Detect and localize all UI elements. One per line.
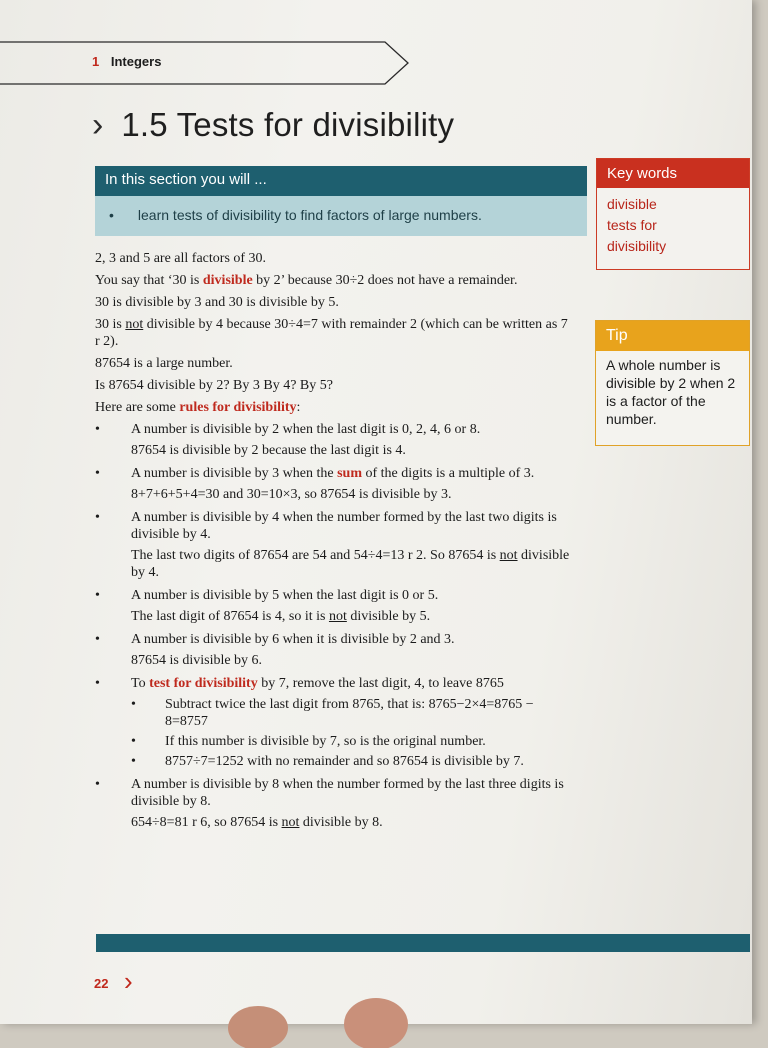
main-text bbox=[95, 250, 575, 837]
banner-heading: In this section you will ... bbox=[95, 166, 587, 196]
keyword-highlight: divisible bbox=[202, 273, 253, 288]
finger-shadow bbox=[228, 988, 408, 1048]
paragraph: Is 87654 divisible by 2? By 3 By 4? By 5? bbox=[95, 378, 333, 393]
rule-example: The last two digits of 87654 are 54 and 54÷4=13 r 2. So 87654 is not divisible by 4. bbox=[131, 548, 570, 580]
paragraph: You say that ‘30 is divisible by 2’ because 30÷2 does not have a remainder. bbox=[95, 273, 518, 288]
keyword-highlight: rules for divisibility bbox=[179, 400, 297, 415]
chevron-right-icon: › bbox=[124, 966, 133, 996]
rule-divisible-by-6: • A number is divisible by 6 when it is divisible by 2 and 3. bbox=[95, 632, 455, 647]
chevron-right-icon: › bbox=[92, 106, 104, 144]
rule-7-step: • Subtract twice the last digit from 8765, that is: 8765−2×4=8765 − 8=8757 bbox=[131, 697, 534, 729]
chapter-number: 1 bbox=[92, 54, 100, 69]
rule-example: 87654 is divisible by 6. bbox=[131, 653, 263, 668]
title-row bbox=[92, 106, 454, 144]
rule-divisible-by-2: • A number is divisible by 2 when the last digit is 0, 2, 4, 6 or 8. bbox=[95, 422, 481, 437]
rule-7-step: • If this number is divisible by 7, so is the original number. bbox=[131, 734, 486, 749]
bullet-dot-icon: • bbox=[95, 632, 100, 647]
rule-example: The last digit of 87654 is 4, so it is not divisible by 5. bbox=[131, 609, 431, 624]
bullet-dot-icon: • bbox=[131, 697, 136, 712]
bullet-dot-icon: • bbox=[95, 422, 100, 437]
rule-divisible-by-8: • A number is divisible by 8 when the number formed by the last three digits is divisible by 8. bbox=[95, 777, 564, 809]
bullet-dot-icon: • bbox=[95, 510, 100, 525]
bullet-dot-icon: • bbox=[95, 588, 100, 603]
chapter-tab bbox=[0, 40, 410, 86]
chapter-title: Integers bbox=[110, 54, 162, 69]
bullet-dot-icon: • bbox=[131, 754, 136, 769]
bullet-dot-icon: • bbox=[95, 676, 100, 691]
paragraph: 30 is divisible by 3 and 30 is divisible by 5. bbox=[95, 295, 339, 310]
paragraph: 2, 3 and 5 are all factors of 30. bbox=[95, 251, 267, 266]
section-title: 1.5 Tests for divisibility bbox=[121, 106, 455, 143]
key-words-box bbox=[596, 158, 750, 270]
rule-divisible-by-3: • A number is divisible by 3 when the sum of the digits is a multiple of 3. bbox=[95, 466, 535, 481]
rule-example: 654÷8=81 r 6, so 87654 is not divisible by 8. bbox=[131, 815, 383, 830]
key-word-divisible: divisible bbox=[607, 196, 657, 212]
tip-heading: Tip bbox=[596, 321, 749, 351]
bullet-dot-icon: • bbox=[131, 734, 136, 749]
bullet-dot-icon: • bbox=[95, 466, 100, 481]
banner-item-text: learn tests of divisibility to find factors of large numbers. bbox=[137, 207, 482, 223]
learning-objectives-banner bbox=[95, 166, 587, 236]
rule-divisible-by-5: • A number is divisible by 5 when the last digit is 0 or 5. bbox=[95, 588, 439, 603]
keyword-highlight: sum bbox=[337, 466, 362, 481]
footer-bar bbox=[96, 934, 750, 952]
bullet-dot-icon: • bbox=[95, 777, 100, 792]
paragraph: 30 is not divisible by 4 because 30÷4=7 with remainder 2 (which can be written as 7 r 2). bbox=[95, 317, 568, 349]
tip-box bbox=[595, 320, 750, 446]
page-number: 22 bbox=[94, 976, 109, 991]
key-word-tests-for-divisibility: tests for divisibility bbox=[607, 217, 667, 254]
key-words-heading: Key words bbox=[597, 159, 749, 188]
paragraph: 87654 is a large number. bbox=[95, 356, 233, 371]
rule-divisible-by-7: • To test for divisibility by 7, remove the last digit, 4, to leave 8765 bbox=[95, 676, 504, 691]
bullet-dot-icon: • bbox=[109, 207, 114, 223]
chapter-label bbox=[92, 54, 161, 69]
rule-7-step: • 8757÷7=1252 with no remainder and so 87654 is divisible by 7. bbox=[131, 754, 524, 769]
rule-divisible-by-4: • A number is divisible by 4 when the number formed by the last two digits is divisible by 4. bbox=[95, 510, 557, 542]
tip-text: A whole number is divisible by 2 when 2 is a factor of the number. bbox=[606, 357, 736, 427]
rule-example: 87654 is divisible by 2 because the last digit is 4. bbox=[131, 443, 406, 458]
keyword-highlight: test for divisibility bbox=[149, 676, 258, 691]
banner-item bbox=[95, 196, 587, 236]
rule-example: 8+7+6+5+4=30 and 30=10×3, so 87654 is divisible by 3. bbox=[131, 487, 452, 502]
paragraph: Here are some rules for divisibility: bbox=[95, 400, 301, 415]
